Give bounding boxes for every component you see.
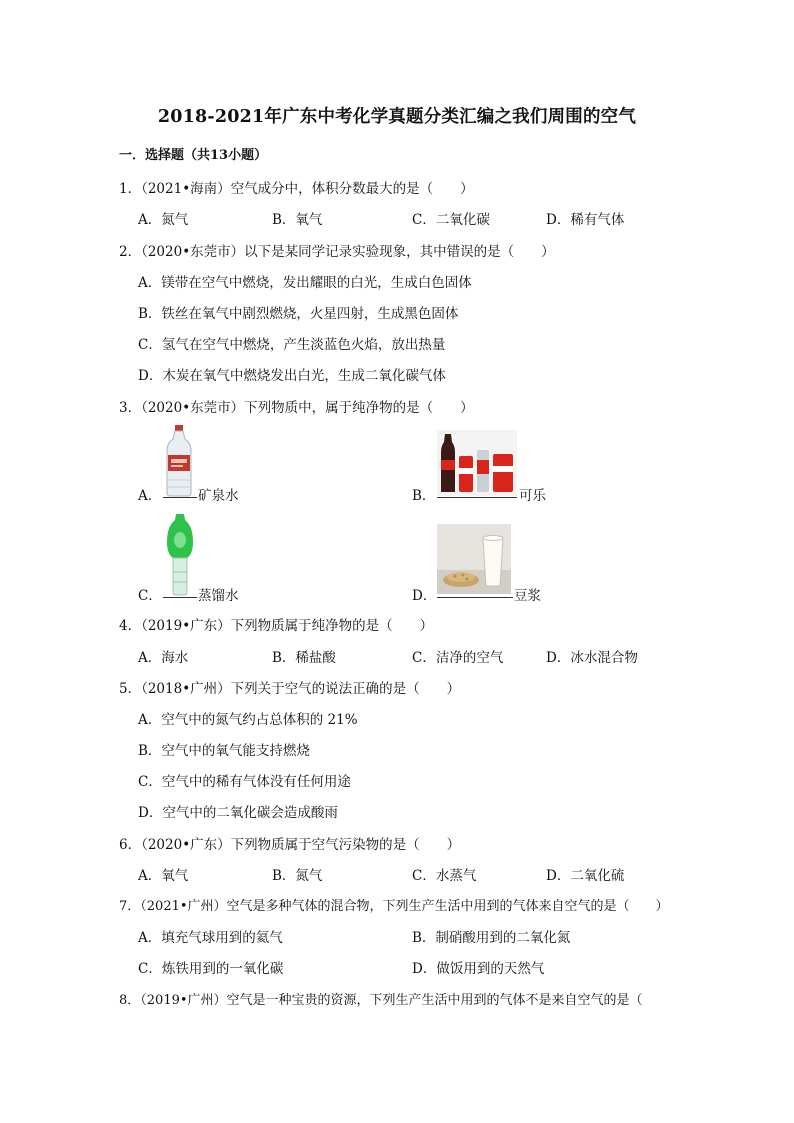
question-6-option-a[interactable]: A．氧气 [138,868,189,884]
question-4-stem: 4．（2019•广东）下列物质属于纯净物的是（ ） [119,618,434,634]
question-1-stem: 1．（2021•海南）空气成分中，体积分数最大的是（ ） [119,181,474,197]
question-7-stem: 7．（2021•广州）空气是多种气体的混合物，下列生产生活中用到的气体来自空气的是（ ） [119,899,669,914]
question-3-option-d-letter[interactable]: D． [412,588,437,604]
image-underline [437,497,517,498]
distilled-water-bottle-image [165,514,195,596]
question-3-option-a-letter[interactable]: A． [138,488,162,504]
question-3-stem: 3．（2020•东莞市）下列物质中，属于纯净物的是（ ） [119,400,474,416]
question-5-option-c[interactable]: C．空气中的稀有气体没有任何用途 [138,774,351,790]
question-7-option-b[interactable]: B．制硝酸用到的二氧化氮 [412,930,571,946]
mineral-water-bottle-image [163,425,195,497]
image-underline [437,597,513,598]
question-6-option-c[interactable]: C．水蒸气 [412,868,477,884]
question-5-option-d[interactable]: D．空气中的二氧化碳会造成酸雨 [138,805,338,821]
image-underline [163,597,197,598]
question-2-option-c[interactable]: C．氢气在空气中燃烧，产生淡蓝色火焰，放出热量 [138,337,446,353]
question-3-option-b-letter[interactable]: B． [412,488,436,504]
question-1-option-c[interactable]: C．二氧化碳 [412,212,490,228]
question-1-option-b[interactable]: B．氧气 [272,212,323,228]
question-4-option-d[interactable]: D．冰水混合物 [546,650,638,666]
question-1-option-d[interactable]: D．稀有气体 [546,212,625,228]
question-4-option-c[interactable]: C．洁净的空气 [412,650,504,666]
question-4-option-b[interactable]: B．稀盐酸 [272,650,336,666]
question-3-option-b-text: 可乐 [519,488,546,504]
question-3-option-a-text: 矿泉水 [198,488,239,504]
question-7-option-c[interactable]: C．炼铁用到的一氧化碳 [138,961,284,977]
question-5-option-b[interactable]: B．空气中的氧气能支持燃烧 [138,743,310,759]
question-2-option-b[interactable]: B．铁丝在氧气中剧烈燃烧，火星四射，生成黑色固体 [138,306,459,322]
question-6-stem: 6．（2020•广东）下列物质属于空气污染物的是（ ） [119,837,461,853]
question-2-option-d[interactable]: D．木炭在氧气中燃烧发出白光，生成二氧化碳气体 [138,368,446,384]
section-heading: 一．选择题（共13小题） [119,148,268,163]
question-5-option-a[interactable]: A．空气中的氮气约占总体积的 21% [138,712,358,728]
question-2-stem: 2．（2020•东莞市）以下是某同学记录实验现象，其中错误的是（ ） [119,244,555,260]
question-8-stem: 8．（2019•广州）空气是一种宝贵的资源，下列生产生活中用到的气体不是来自空气的是（ [119,993,643,1008]
soy-milk-image [437,524,511,594]
question-5-stem: 5．（2018•广州）下列关于空气的说法正确的是（ ） [119,681,461,697]
question-6-option-d[interactable]: D．二氧化硫 [546,868,625,884]
image-underline [163,497,197,498]
question-1-option-a[interactable]: A．氮气 [138,212,189,228]
question-2-option-a[interactable]: A．镁带在空气中燃烧，发出耀眼的白光，生成白色固体 [138,275,472,291]
question-6-option-b[interactable]: B．氮气 [272,868,323,884]
question-3-option-c-text: 蒸馏水 [198,588,239,604]
question-4-option-a[interactable]: A．海水 [138,650,189,666]
cola-image [437,430,517,496]
question-3-option-d-text: 豆浆 [514,588,541,604]
question-7-option-a[interactable]: A．填充气球用到的氦气 [138,930,283,946]
question-7-option-d[interactable]: D．做饭用到的天然气 [412,961,545,977]
question-3-option-c-letter[interactable]: C． [138,588,162,604]
page-title: 2018-2021年广东中考化学真题分类汇编之我们周围的空气 [157,107,637,127]
